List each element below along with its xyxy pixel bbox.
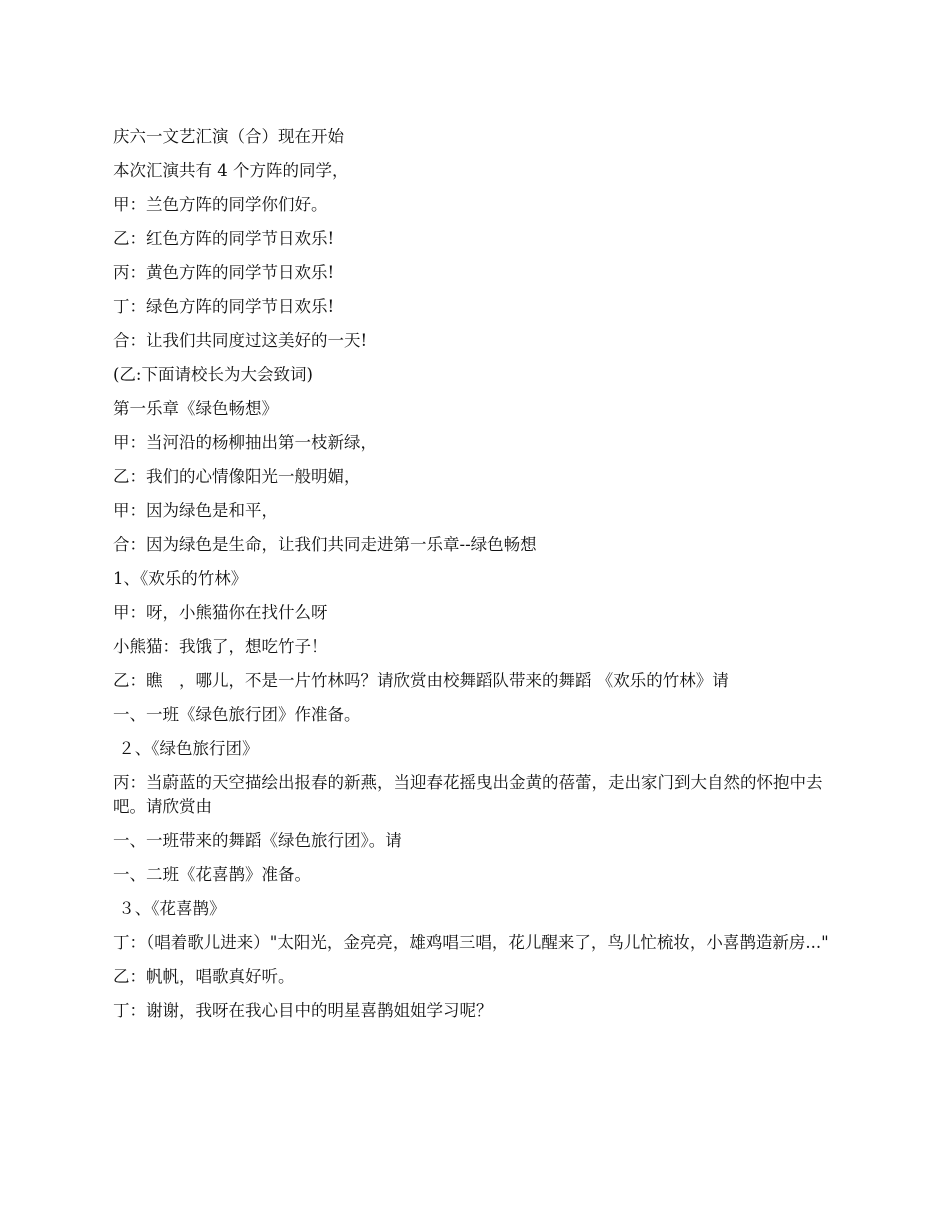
text-line: 丙：黄色方阵的同学节日欢乐! bbox=[113, 263, 335, 282]
text-line: 乙：红色方阵的同学节日欢乐! bbox=[113, 229, 335, 248]
text-line: 乙：瞧 ，哪儿，不是一片竹林吗？请欣赏由校舞蹈队带来的舞蹈 《欢乐的竹林》请 bbox=[113, 671, 729, 690]
document-body bbox=[113, 125, 840, 1033]
text-line: 甲：兰色方阵的同学你们好。 bbox=[113, 195, 328, 214]
text-line: 一、一班带来的舞蹈《绿色旅行团》。请 bbox=[113, 831, 402, 850]
text-line: 一、一班《绿色旅行团》作准备。 bbox=[113, 705, 361, 724]
text-paragraph: 丙：当蔚蓝的天空描绘出报春的新燕，当迎春花摇曳出金黄的蓓蕾，走出家门到大自然的怀抱中去吧。请欣赏由 bbox=[113, 773, 823, 816]
text-line: (乙:下面请校长为大会致词) bbox=[113, 365, 313, 384]
text-line: 乙：帆帆，唱歌真好听。 bbox=[113, 967, 295, 986]
text-line: 乙：我们的心情像阳光一般明媚， bbox=[113, 467, 361, 486]
text-line: 一、二班《花喜鹊》准备。 bbox=[113, 865, 311, 884]
text-line: 甲：呀，小熊猫你在找什么呀 bbox=[113, 603, 328, 622]
program-item-heading: ３、《花喜鹊》 bbox=[113, 899, 226, 918]
section-heading: 第一乐章《绿色畅想》 bbox=[113, 399, 278, 418]
text-line: 甲：当河沿的杨柳抽出第一枝新绿， bbox=[113, 433, 377, 452]
text-line: 合：因为绿色是生命，让我们共同走进第一乐章--绿色畅想 bbox=[113, 535, 537, 554]
text-line: 丁：谢谢，我呀在我心目中的明星喜鹊姐姐学习呢？ bbox=[113, 1001, 493, 1020]
text-line: 小熊猫：我饿了，想吃竹子！ bbox=[113, 637, 328, 656]
text-line: 庆六一文艺汇演（合）现在开始 bbox=[113, 127, 344, 146]
program-item-heading: ２、《绿色旅行团》 bbox=[113, 739, 259, 758]
text-line: 本次汇演共有 4 个方阵的同学， bbox=[113, 161, 349, 180]
program-item-heading: 1、《欢乐的竹林》 bbox=[113, 569, 248, 588]
text-line: 合：让我们共同度过这美好的一天! bbox=[113, 331, 368, 350]
text-line: 甲：因为绿色是和平， bbox=[113, 501, 278, 520]
text-paragraph: 丁：（唱着歌儿进来）"太阳光，金亮亮，雄鸡唱三唱，花儿醒来了，鸟儿忙梳妆，小喜鹊造新房..." bbox=[113, 933, 829, 952]
text-line: 丁：绿色方阵的同学节日欢乐! bbox=[113, 297, 335, 316]
